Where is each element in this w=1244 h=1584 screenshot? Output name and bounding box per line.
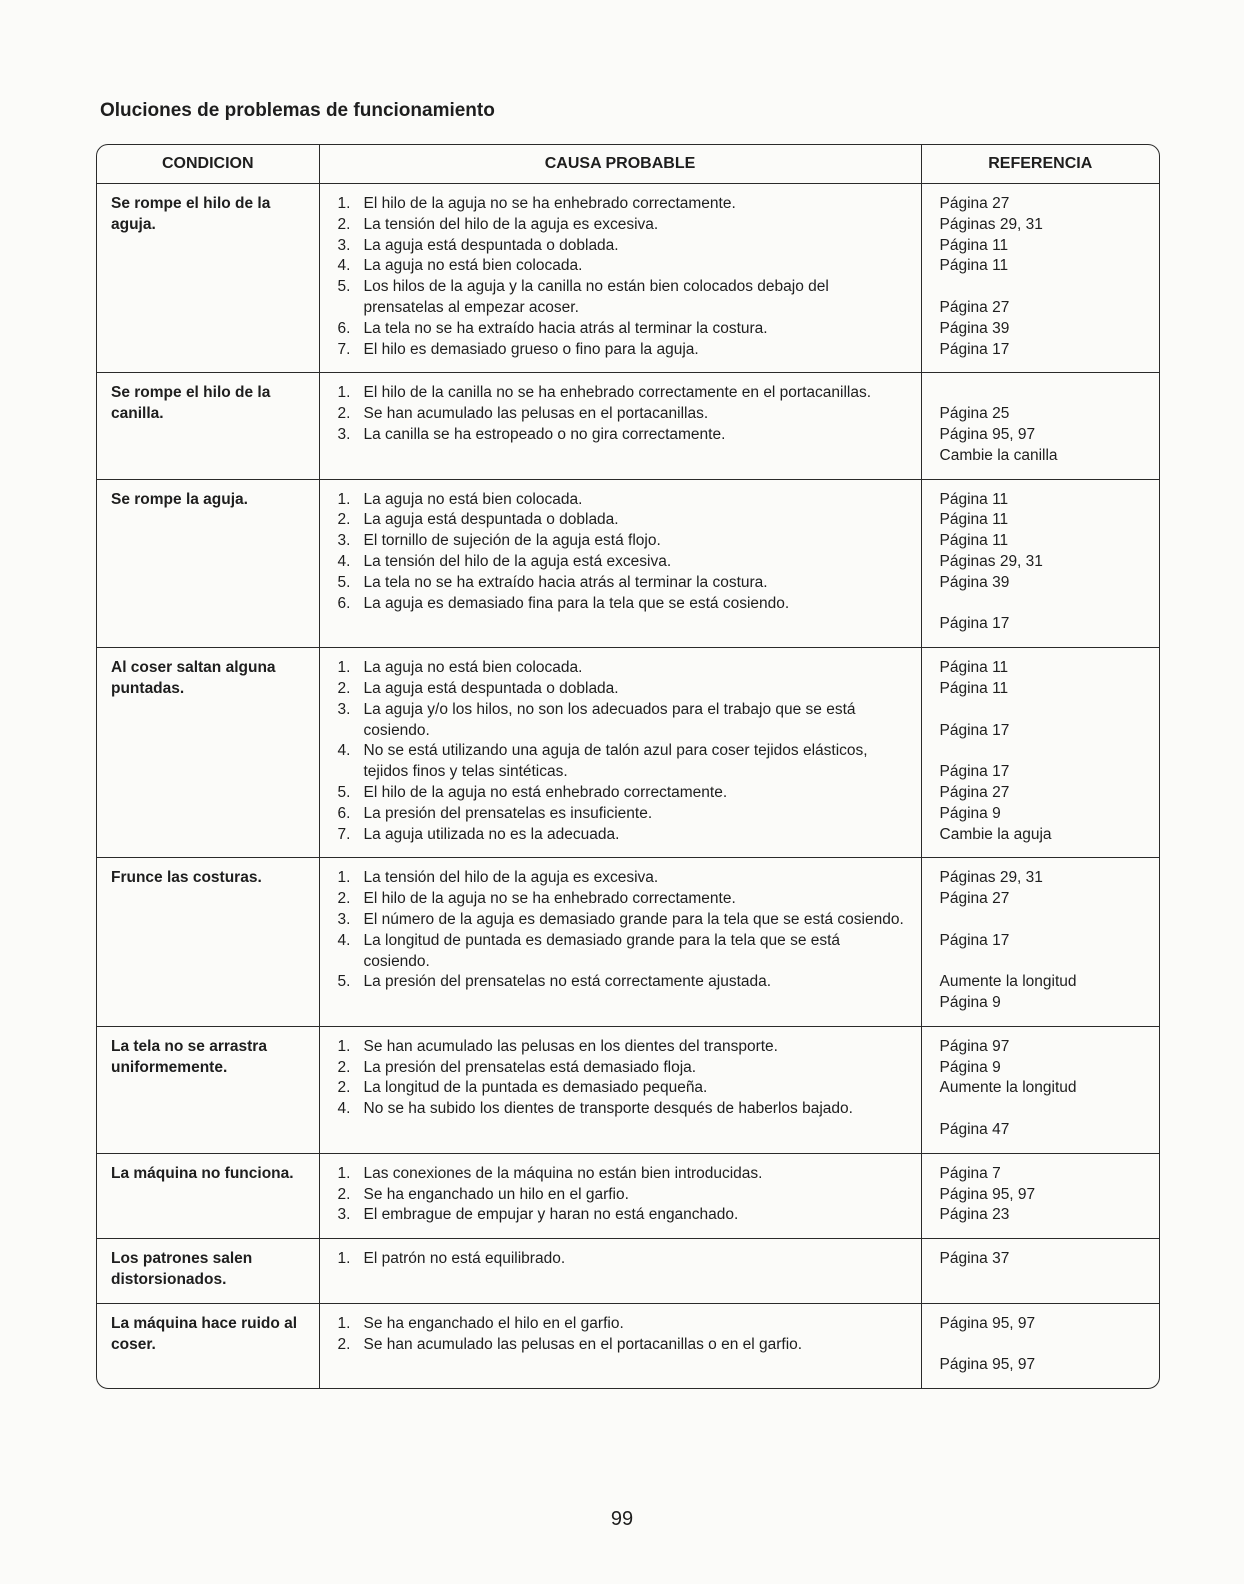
reference-text: Páginas 29, 31	[939, 552, 1043, 570]
cause-item	[338, 679, 911, 700]
cause-list	[338, 1314, 911, 1356]
cause-text: El patrón no está equilibrado.	[363, 1250, 566, 1268]
reference-text: Página 27	[939, 783, 1010, 801]
cause-text: La canilla se ha estropeado o no gira correctamente.	[363, 425, 726, 443]
reference-cell	[921, 1026, 1159, 1153]
reference-spacer	[940, 952, 1150, 973]
cause-number: 5.	[337, 278, 351, 296]
cause-number: 7.	[337, 340, 351, 358]
cause-number: 1.	[337, 1314, 351, 1332]
cause-number: 1.	[337, 869, 351, 887]
cause-list	[338, 383, 911, 445]
cause-text: Se han acumulado las pelusas en el portacanillas o en el garfio.	[363, 1335, 803, 1353]
reference-text: Páginas 29, 31	[939, 215, 1043, 233]
cause-list	[338, 1249, 911, 1270]
reference-text: Página 9	[939, 994, 1001, 1012]
cause-text: El hilo de la canilla no se ha enhebrado correctamente en el portacanillas.	[363, 384, 872, 402]
cause-number: 4.	[337, 552, 351, 570]
table-row	[97, 479, 1159, 648]
cause-item	[338, 573, 911, 594]
reference-text: Página 11	[939, 659, 1009, 677]
cause-text: La presión del prensatelas está demasiado floja.	[363, 1058, 697, 1076]
reference-cell	[921, 184, 1159, 373]
table-row	[97, 1303, 1159, 1388]
cause-text: La longitud de la puntada es demasiado pequeña.	[363, 1079, 708, 1097]
cause-cell	[319, 1239, 921, 1304]
reference-text: Página 17	[939, 721, 1010, 739]
cause-item	[338, 700, 911, 742]
cause-number: 6.	[337, 804, 351, 822]
cause-item	[338, 552, 911, 573]
cause-item	[338, 425, 911, 446]
cause-text: La aguja no está bien colocada.	[363, 659, 583, 677]
reference-text: Página 95, 97	[939, 1314, 1036, 1332]
cause-item	[338, 256, 911, 277]
reference-spacer	[940, 594, 1150, 615]
cause-text: Se ha enganchado el hilo en el garfio.	[363, 1314, 624, 1332]
table-row	[97, 1153, 1159, 1238]
cause-item	[338, 404, 911, 425]
table-row	[97, 1026, 1159, 1153]
cause-text: Se han acumulado las pelusas en el portacanillas.	[363, 405, 709, 423]
reference-text: Página 11	[939, 511, 1009, 529]
cause-number: 1.	[337, 490, 351, 508]
cause-item	[338, 741, 911, 783]
cause-item	[338, 215, 911, 236]
reference-spacer	[940, 277, 1150, 298]
reference-spacer	[940, 383, 1150, 404]
cause-text: El tornillo de sujeción de la aguja está flojo.	[363, 532, 661, 550]
cause-text: El hilo de la aguja no se ha enhebrado correctamente.	[363, 890, 736, 908]
reference-text: Página 37	[939, 1250, 1010, 1268]
cause-number: 4.	[337, 1100, 351, 1118]
cause-text: Se han acumulado las pelusas en los dientes del transporte.	[363, 1037, 778, 1055]
reference-text: Página 95, 97	[939, 1356, 1036, 1374]
cause-item	[338, 804, 911, 825]
cause-number: 2.	[337, 1335, 351, 1353]
cause-cell	[319, 1153, 921, 1238]
cause-text: La aguja no está bien colocada.	[363, 257, 583, 275]
cause-item	[338, 1335, 911, 1356]
cause-list	[338, 194, 911, 360]
cause-item	[338, 910, 911, 931]
cause-item	[338, 889, 911, 910]
reference-text: Página 11	[939, 490, 1009, 508]
cause-number: 2.	[337, 679, 351, 697]
cause-item	[338, 1249, 911, 1270]
table-row	[97, 184, 1159, 373]
cause-item	[338, 319, 911, 340]
reference-text: Aumente la longitud	[939, 1079, 1077, 1097]
reference-text: Página 95, 97	[939, 1185, 1036, 1203]
cause-number: 2.	[337, 1058, 351, 1076]
cause-number: 3.	[337, 236, 351, 254]
cause-item	[338, 1037, 911, 1058]
reference-cell	[921, 648, 1159, 858]
cause-cell	[319, 479, 921, 648]
cause-number: 3.	[337, 910, 351, 928]
condition-cell: Frunce las costuras.	[97, 858, 319, 1027]
reference-spacer	[940, 910, 1150, 931]
cause-number: 4.	[337, 257, 351, 275]
reference-cell	[921, 1153, 1159, 1238]
cause-number: 2.	[337, 511, 351, 529]
cause-text: La tensión del hilo de la aguja es excesiva.	[363, 215, 659, 233]
reference-text: Página 17	[939, 931, 1010, 949]
cause-item	[338, 783, 911, 804]
cause-cell	[319, 373, 921, 479]
reference-text: Página 27	[939, 298, 1010, 316]
condition-cell: Se rompe el hilo de la canilla.	[97, 373, 319, 479]
reference-text: Página 9	[939, 804, 1001, 822]
cause-number: 1.	[337, 1037, 351, 1055]
cause-cell	[319, 184, 921, 373]
cause-number: 2.	[337, 1079, 351, 1097]
reference-text: Página 97	[939, 1037, 1010, 1055]
cause-text: Los hilos de la aguja y la canilla no están bien colocados debajo del prensatelas al empezar acoser.	[363, 278, 829, 316]
cause-item	[338, 510, 911, 531]
cause-number: 5.	[337, 573, 351, 591]
cause-text: La aguja y/o los hilos, no son los adecuados para el trabajo que se está cosiendo.	[363, 700, 856, 739]
cause-cell	[319, 1026, 921, 1153]
cause-number: 5.	[337, 783, 351, 801]
cause-cell	[319, 1303, 921, 1388]
cause-item	[338, 1185, 911, 1206]
table-row	[97, 1239, 1159, 1304]
table-row	[97, 648, 1159, 858]
cause-number: 7.	[337, 825, 351, 843]
reference-text: Página 17	[939, 763, 1010, 781]
cause-item	[338, 1058, 911, 1079]
reference-text: Página 23	[939, 1206, 1010, 1224]
cause-text: La aguja está despuntada o doblada.	[363, 236, 619, 254]
reference-text: Página 39	[939, 573, 1010, 591]
reference-text: Cambie la canilla	[939, 446, 1058, 464]
reference-text: Página 11	[939, 532, 1009, 550]
cause-text: La tensión del hilo de la aguja está excesiva.	[363, 552, 672, 570]
reference-text: Página 27	[939, 195, 1010, 212]
cause-item	[338, 383, 911, 404]
cause-item	[338, 1099, 911, 1120]
cause-text: El hilo de la aguja no está enhebrado correctamente.	[363, 783, 728, 801]
condition-cell: La tela no se arrastra uniformemente.	[97, 1026, 319, 1153]
troubleshooting-table	[96, 144, 1160, 1389]
cause-number: 6.	[337, 319, 351, 337]
cause-text: La longitud de puntada es demasiado grande para la tela que se está cosiendo.	[363, 931, 841, 970]
reference-text: Página 39	[939, 319, 1010, 337]
reference-text: Aumente la longitud	[939, 973, 1077, 991]
cause-item	[338, 531, 911, 552]
table-grid	[97, 145, 1159, 1388]
cause-cell	[319, 648, 921, 858]
cause-text: La aguja no está bien colocada.	[363, 490, 583, 508]
header-reference: REFERENCIA	[921, 145, 1159, 184]
cause-number: 1.	[337, 659, 351, 677]
header-row	[97, 145, 1159, 184]
cause-number: 1.	[337, 195, 351, 212]
condition-cell: La máquina no funciona.	[97, 1153, 319, 1238]
cause-number: 2.	[337, 215, 351, 233]
cause-list	[338, 868, 911, 993]
reference-text: Página 9	[939, 1058, 1001, 1076]
cause-text: La tela no se ha extraído hacia atrás al terminar la costura.	[363, 319, 768, 337]
cause-item	[338, 236, 911, 257]
cause-item	[338, 1314, 911, 1335]
cause-number: 5.	[337, 973, 351, 991]
cause-number: 2.	[337, 890, 351, 908]
cause-item	[338, 340, 911, 361]
reference-cell	[921, 858, 1159, 1027]
cause-list	[338, 490, 911, 615]
cause-item	[338, 277, 911, 319]
condition-cell: Se rompe el hilo de la aguja.	[97, 184, 319, 373]
cause-number: 4.	[337, 931, 351, 949]
cause-text: La tensión del hilo de la aguja es excesiva.	[363, 869, 659, 887]
reference-cell	[921, 373, 1159, 479]
cause-number: 1.	[337, 384, 351, 402]
cause-list	[338, 1164, 911, 1226]
cause-item	[338, 931, 911, 973]
cause-number: 4.	[337, 742, 351, 760]
cause-number: 1.	[337, 1164, 351, 1182]
cause-text: Se ha enganchado un hilo en el garfio.	[363, 1185, 629, 1203]
cause-number: 3.	[337, 700, 351, 718]
cause-item	[338, 1164, 911, 1185]
cause-number: 3.	[337, 1206, 351, 1224]
cause-number: 2.	[337, 405, 351, 423]
cause-number: 6.	[337, 594, 351, 612]
reference-text: Página 95, 97	[939, 425, 1036, 443]
cause-item	[338, 194, 911, 215]
cause-list	[338, 1037, 911, 1120]
reference-text: Página 7	[939, 1164, 1001, 1182]
table-row	[97, 858, 1159, 1027]
cause-text: No se ha subido los dientes de transporte desqués de haberlos bajado.	[363, 1100, 853, 1118]
cause-text: El hilo es demasiado grueso o fino para la aguja.	[363, 340, 699, 358]
cause-text: No se está utilizando una aguja de talón azul para coser tejidos elásticos, tejidos finos y telas sintéticas.	[363, 742, 868, 781]
reference-text: Página 17	[939, 615, 1010, 633]
condition-cell: Se rompe la aguja.	[97, 479, 319, 648]
cause-item	[338, 490, 911, 511]
reference-spacer	[940, 1335, 1150, 1356]
cause-text: La presión del prensatelas es insuficiente.	[363, 804, 653, 822]
cause-number: 2.	[337, 1185, 351, 1203]
reference-text: Página 25	[939, 405, 1010, 423]
reference-spacer	[940, 1099, 1150, 1120]
reference-cell	[921, 479, 1159, 648]
reference-spacer	[940, 741, 1150, 762]
reference-text: Páginas 29, 31	[939, 869, 1043, 887]
cause-text: La aguja utilizada no es la adecuada.	[363, 825, 620, 843]
header-cause: CAUSA PROBABLE	[319, 145, 921, 184]
cause-text: El número de la aguja es demasiado grande para la tela que se está cosiendo.	[363, 910, 904, 928]
cause-item	[338, 972, 911, 993]
cause-text: El embrague de empujar y haran no está enganchado.	[363, 1206, 739, 1224]
cause-text: La tela no se ha extraído hacia atrás al terminar la costura.	[363, 573, 768, 591]
cause-list	[338, 658, 911, 845]
condition-cell: La máquina hace ruido al coser.	[111, 1314, 298, 1353]
reference-text: Cambie la aguja	[939, 825, 1052, 843]
cause-item	[338, 1078, 911, 1099]
table-body	[97, 184, 1159, 1389]
page-title: Oluciones de problemas de funcionamiento	[100, 100, 495, 121]
cause-item	[338, 594, 911, 615]
cause-number: 1.	[337, 1250, 351, 1268]
cause-cell	[319, 858, 921, 1027]
cause-item	[338, 868, 911, 889]
cause-number: 3.	[337, 532, 351, 550]
condition-cell: Los patrones salen distorsionados.	[97, 1239, 319, 1304]
reference-text: Página 11	[939, 257, 1009, 275]
cause-text: La aguja está despuntada o doblada.	[363, 511, 619, 529]
condition-cell: Al coser saltan alguna puntadas.	[97, 648, 319, 858]
cause-number: 3.	[337, 425, 351, 443]
page-number: 99	[610, 1508, 634, 1530]
cause-text: Las conexiones de la máquina no están bien introducidas.	[363, 1164, 763, 1182]
reference-text: Página 47	[939, 1121, 1010, 1139]
table-row	[97, 373, 1159, 479]
cause-item	[338, 825, 911, 846]
reference-cell	[921, 1303, 1159, 1388]
cause-text: El hilo de la aguja no se ha enhebrado correctamente.	[363, 195, 736, 212]
reference-text: Página 17	[939, 340, 1010, 358]
reference-text: Página 11	[939, 236, 1009, 254]
cause-text: La aguja está despuntada o doblada.	[363, 679, 619, 697]
reference-text: Página 11	[939, 679, 1009, 697]
cause-item	[338, 1205, 911, 1226]
cause-text: La aguja es demasiado fina para la tela que se está cosiendo.	[363, 594, 790, 612]
cause-item	[338, 658, 911, 679]
reference-spacer	[940, 700, 1150, 721]
reference-cell	[921, 1239, 1159, 1304]
reference-text: Página 27	[939, 890, 1010, 908]
cause-text: La presión del prensatelas no está correctamente ajustada.	[363, 973, 772, 991]
header-condition: CONDICION	[97, 145, 319, 184]
